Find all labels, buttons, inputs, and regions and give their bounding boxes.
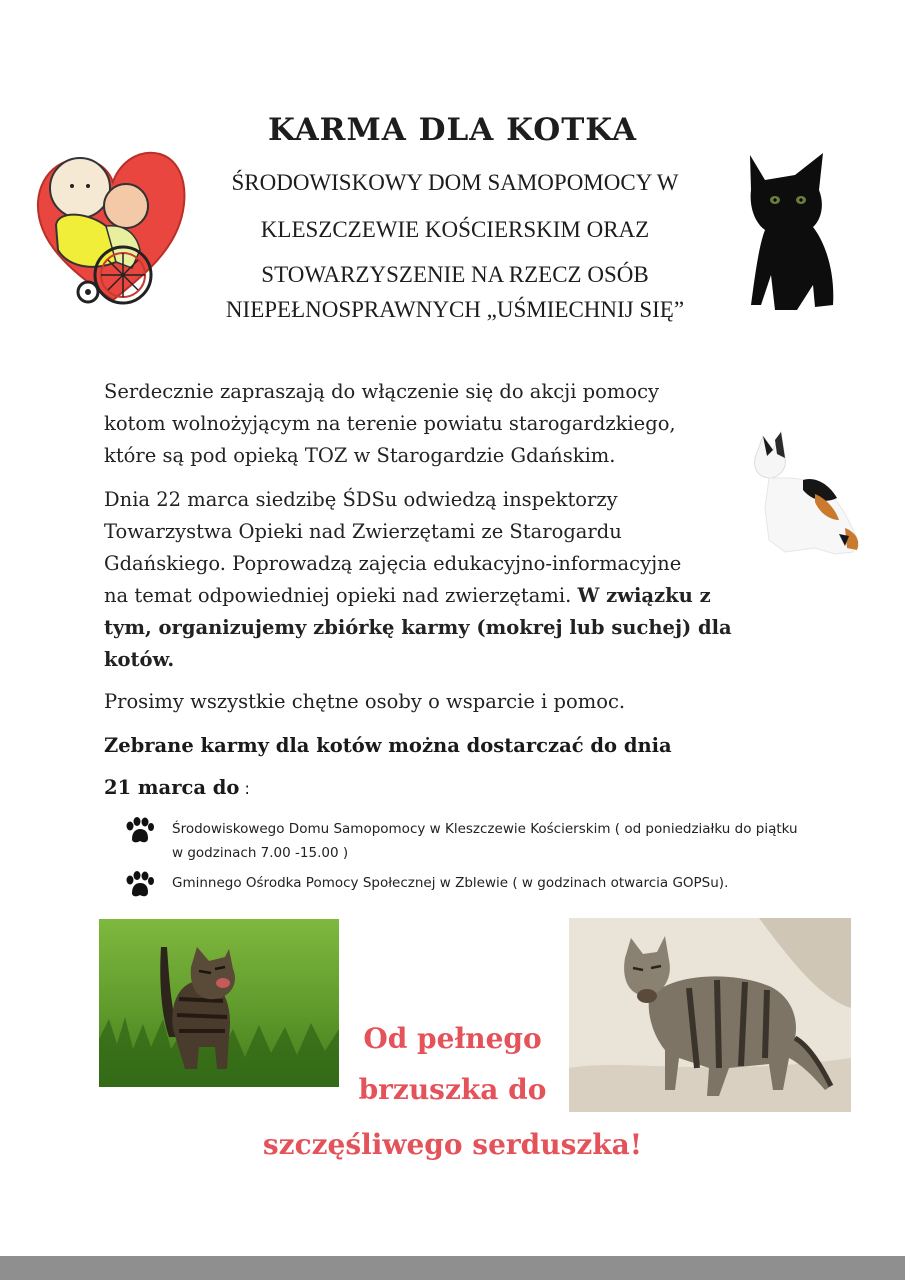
paw-print-icon	[124, 817, 154, 853]
organizer-line-4: NIEPEŁNOSPRAWNYCH „UŚMIECHNIJ SIĘ”	[225, 297, 685, 322]
page-title: KARMA DLA KOTKA	[267, 112, 638, 148]
delivery-line-2: 21 marca do :	[104, 776, 250, 799]
tabby-cat-photo	[569, 918, 851, 1112]
delivery-line-1: Zebrane karmy dla kotów można dostarczać do dnia	[104, 734, 672, 757]
visit-bold-line-1: tym, organizujemy zbiórkę karmy (mokrej lub suchej) dla	[104, 616, 732, 639]
slogan-line-3: szczęśliwego serduszka!	[262, 1128, 643, 1161]
appeal-text: Prosimy wszystkie chętne osoby o wsparcie i pomoc.	[104, 690, 626, 713]
bottom-scan-bar	[0, 1256, 905, 1280]
slogan-line-1: Od pełnego	[363, 1022, 542, 1055]
slogan-line-2: brzuszka do	[358, 1073, 547, 1106]
location-item-2	[124, 871, 804, 895]
visit-bold-tail: W związku z	[577, 584, 711, 607]
location-text-2: Gminnego Ośrodka Pomocy Społecznej w Zblewie ( w godzinach otwarcia GOPSu).	[172, 875, 729, 891]
visit-line-1: Dnia 22 marca siedzibę ŚDSu odwiedzą inspektorzy	[104, 488, 618, 511]
organizer-line-3: STOWARZYSZENIE NA RZECZ OSÓB	[261, 262, 649, 287]
visit-line-2: Towarzystwa Opieki nad Zwierzętami ze Starogardu	[104, 520, 622, 543]
black-kitten-image	[735, 145, 845, 315]
intro-line-1: Serdecznie zapraszają do włączenie się do akcji pomocy	[104, 380, 660, 403]
visit-bold-line-2: kotów.	[104, 648, 175, 671]
visit-line-3: Gdańskiego. Poprowadzą zajęcia edukacyjno-informacyjne	[104, 552, 682, 575]
organizer-line-2: KLESZCZEWIE KOŚCIERSKIM ORAZ	[260, 217, 650, 242]
paw-print-icon	[124, 871, 154, 907]
delivery-colon: :	[239, 779, 250, 798]
visit-paragraph	[104, 484, 794, 676]
visit-line-4: na temat odpowiedniej opieki nad zwierzętami. W związku z	[104, 584, 711, 607]
organizer-line-1: ŚRODOWISKOWY DOM SAMOPOMOCY W	[231, 170, 679, 195]
intro-line-2: kotom wolnożyjącym na terenie powiatu starogardzkiego,	[104, 412, 676, 435]
intro-line-3: które są pod opieką TOZ w Starogardzie Gdańskim.	[104, 444, 616, 467]
kitten-in-grass-photo	[99, 919, 339, 1087]
location-text-1: Środowiskowego Domu Samopomocy w Kleszczewie Kościerskim ( od poniedziałku do piątku w godzinach 7.00 -15.00 )	[172, 821, 798, 861]
intro-paragraph	[104, 376, 794, 472]
location-item-1	[124, 817, 804, 865]
